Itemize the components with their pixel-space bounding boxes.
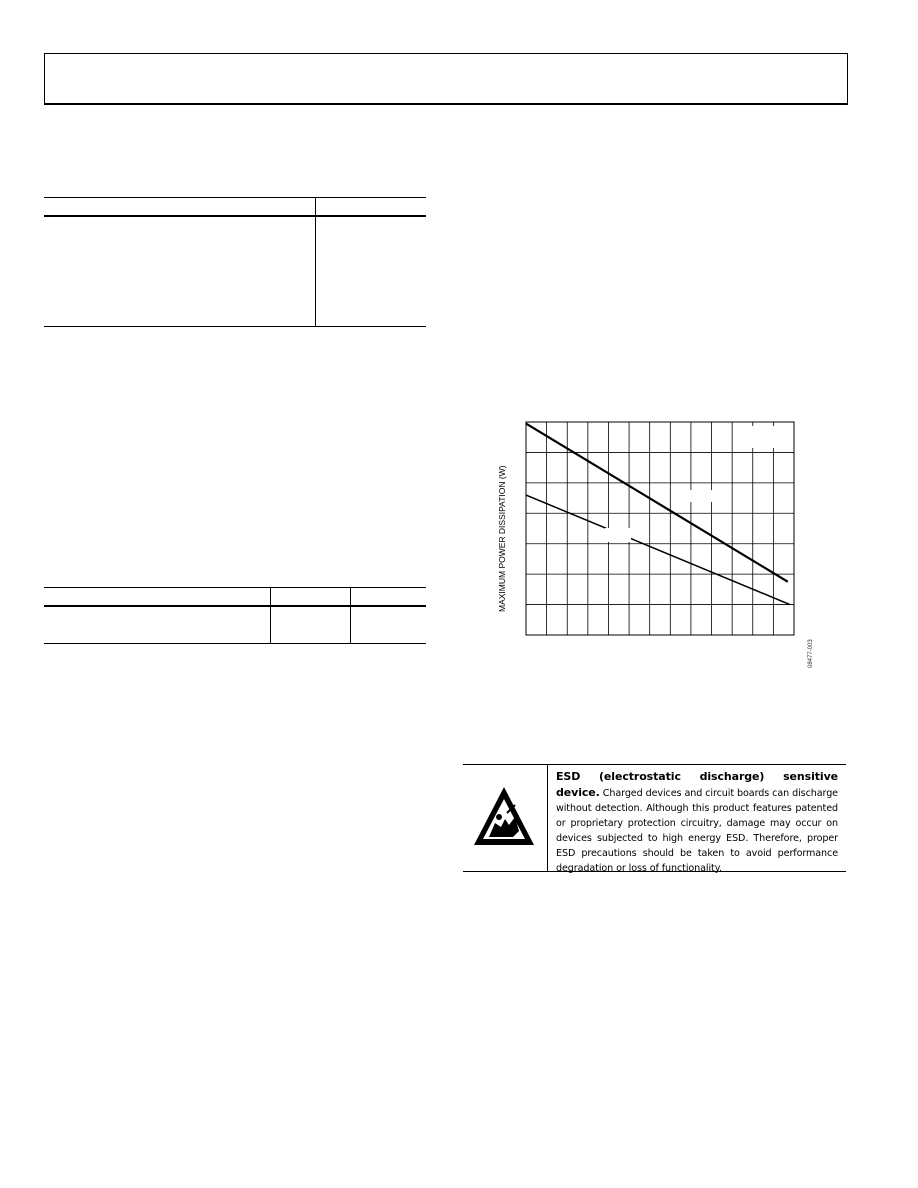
page-header-frame — [44, 53, 848, 105]
series-line-2 — [526, 495, 790, 605]
esd-divider — [547, 765, 548, 871]
esd-body: Charged devices and circuit boards can discharge without detection. Although this product features patented or proprietary protection circuitry, damage may occur on devices subjected to high energy ESD. Therefore, proper ESD precautions should be taken to avoid performance degradation or loss of functionality. — [556, 788, 838, 874]
label-box-3 — [605, 528, 631, 542]
label-box-1 — [749, 426, 775, 448]
table2-top-rule — [44, 587, 426, 588]
plot-frame — [526, 422, 794, 635]
chart-y-axis-label: MAXIMUM POWER DISSIPATION (W) — [497, 465, 507, 612]
table2-bottom-rule — [44, 643, 426, 644]
esd-warning-icon — [471, 783, 537, 849]
esd-title: ESD (electrostatic discharge) sensitive device. — [556, 770, 838, 799]
table2-header-rule — [44, 605, 426, 607]
series-line-1 — [526, 424, 788, 582]
figure-code: 08477-003 — [808, 639, 814, 668]
table1-top-rule — [44, 197, 426, 198]
chart-series — [526, 424, 790, 605]
esd-text — [556, 769, 838, 876]
table1-bottom-rule — [44, 326, 426, 327]
table1-header-rule — [44, 215, 426, 217]
esd-notice — [463, 764, 846, 872]
table1-column-divider — [315, 197, 316, 327]
table2-column-divider-2 — [350, 587, 351, 644]
label-box-2 — [686, 490, 712, 502]
table2-column-divider-1 — [270, 587, 271, 644]
power-dissipation-chart — [490, 410, 830, 680]
chart-grid — [526, 422, 794, 635]
